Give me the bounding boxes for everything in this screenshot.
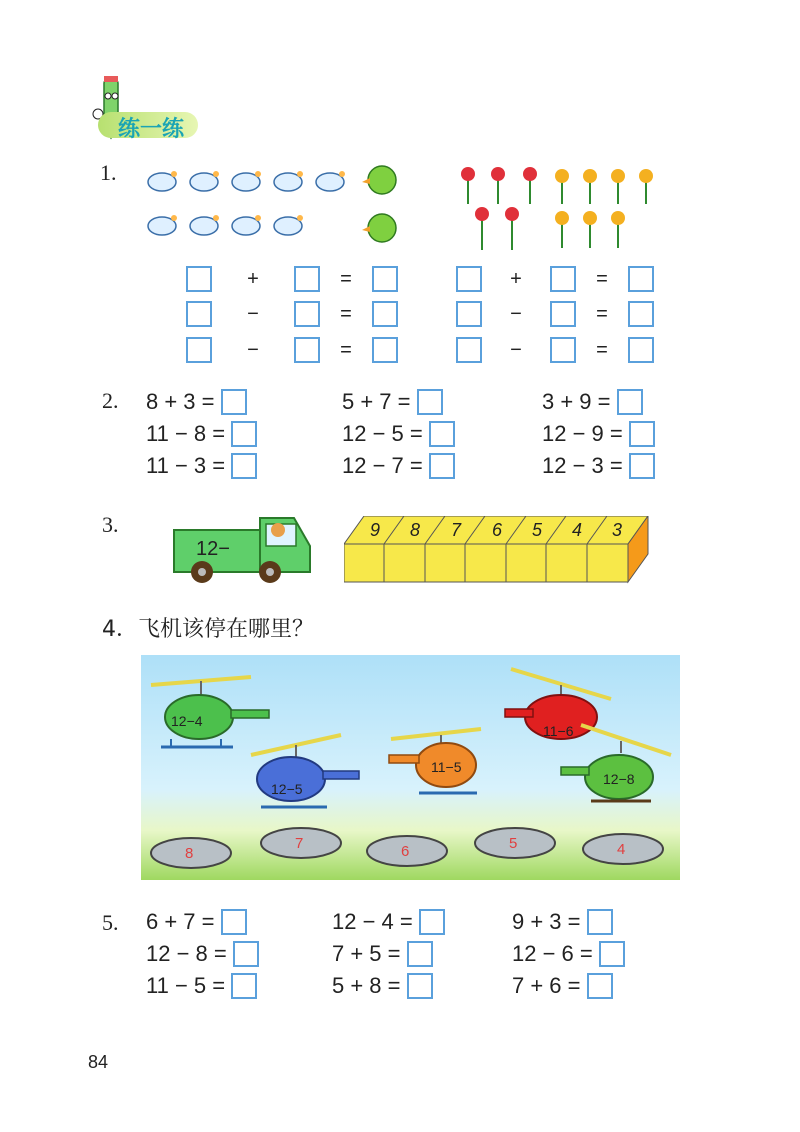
block-number: 9: [370, 520, 381, 540]
answer-box[interactable]: [372, 301, 398, 327]
answer-box[interactable]: [372, 266, 398, 292]
answer-box[interactable]: [550, 266, 576, 292]
helicopter-label: 11−6: [543, 723, 574, 739]
landing-pad-number: 8: [185, 845, 194, 862]
answer-box[interactable]: [186, 301, 212, 327]
landing-pad-number: 5: [509, 835, 518, 852]
answer-box[interactable]: [629, 421, 655, 447]
answer-box[interactable]: [231, 421, 257, 447]
ducks-illustration: [142, 160, 412, 252]
landing-pad-number: 7: [295, 835, 304, 852]
answer-box[interactable]: [231, 453, 257, 479]
answer-box[interactable]: [456, 301, 482, 327]
answer-box[interactable]: [231, 973, 257, 999]
block-number: 6: [492, 520, 503, 540]
landing-pad-number: 4: [617, 841, 626, 858]
answer-box[interactable]: [628, 301, 654, 327]
helicopter-label: 12−8: [603, 771, 635, 787]
answer-box[interactable]: [628, 266, 654, 292]
helicopter-label: 12−5: [271, 781, 303, 797]
question-number-1: 1.: [100, 160, 117, 185]
question-4-title: 4．飞机该停在哪里？: [102, 617, 314, 642]
answer-box[interactable]: [587, 973, 613, 999]
answer-box[interactable]: [186, 266, 212, 292]
truck-label: 12−: [196, 538, 230, 560]
answer-box[interactable]: [429, 453, 455, 479]
q1-left-equations: + = − = − =: [186, 262, 398, 368]
flowers-illustration: [452, 160, 664, 252]
answer-box[interactable]: [429, 421, 455, 447]
page-number: 84: [88, 1052, 109, 1072]
answer-box[interactable]: [550, 337, 576, 363]
question-number-2: 2.: [102, 388, 119, 413]
helicopter-label: 12−4: [171, 713, 203, 729]
answer-box[interactable]: [233, 941, 259, 967]
answer-box[interactable]: [628, 337, 654, 363]
answer-box[interactable]: [221, 909, 247, 935]
helicopter-label: 11−5: [431, 759, 462, 775]
answer-box[interactable]: [599, 941, 625, 967]
answer-box[interactable]: [294, 266, 320, 292]
section-header: [78, 72, 198, 144]
answer-box[interactable]: [417, 389, 443, 415]
question-number-3: 3.: [102, 512, 119, 537]
block-number: 5: [532, 520, 543, 540]
landing-pad-number: 6: [401, 843, 410, 860]
q5-equations: 6 + 7 = 12 − 4 = 9 + 3 = 12 − 8 = 7 + 5 = 12 − 6 = 11 − 5 = 5 + 8 = 7 + 6 =: [146, 906, 686, 1002]
block-number: 3: [612, 520, 623, 540]
block-number: 7: [451, 520, 462, 540]
answer-box[interactable]: [407, 941, 433, 967]
answer-box[interactable]: [456, 337, 482, 363]
q2-equations: 8 + 3 = 5 + 7 = 3 + 9 = 11 − 8 = 12 − 5 = 12 − 9 = 11 − 3 = 12 − 7 = 12 − 3 =: [146, 386, 686, 482]
block-number: 4: [572, 520, 583, 540]
answer-box[interactable]: [294, 337, 320, 363]
answer-box[interactable]: [372, 337, 398, 363]
q1-right-equations: + = − = − =: [456, 262, 654, 368]
truck-illustration: [170, 510, 320, 586]
answer-box[interactable]: [550, 301, 576, 327]
answer-box[interactable]: [419, 909, 445, 935]
answer-box[interactable]: [294, 301, 320, 327]
answer-box[interactable]: [186, 337, 212, 363]
question-number-5: 5.: [102, 910, 119, 935]
helicopter-scene: [141, 655, 680, 880]
block-number: 8: [410, 520, 421, 540]
answer-box[interactable]: [456, 266, 482, 292]
section-title: 练一练: [118, 117, 185, 142]
answer-box[interactable]: [221, 389, 247, 415]
answer-box[interactable]: [617, 389, 643, 415]
answer-box[interactable]: [587, 909, 613, 935]
answer-box[interactable]: [407, 973, 433, 999]
answer-box[interactable]: [629, 453, 655, 479]
